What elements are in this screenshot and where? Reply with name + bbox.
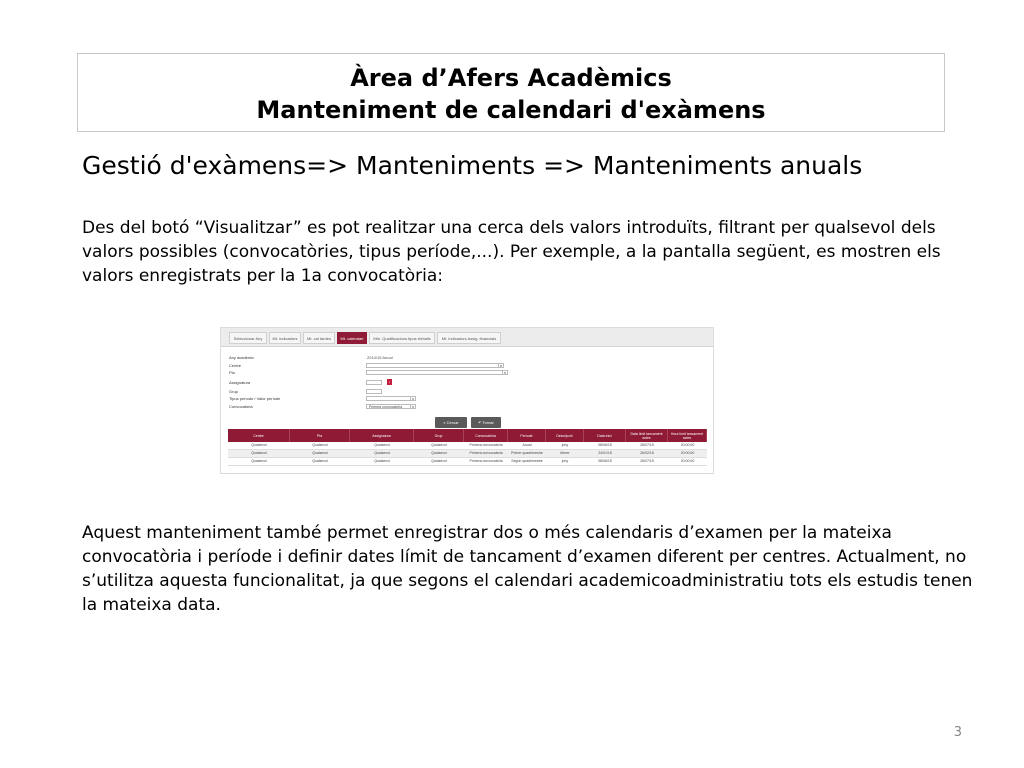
table-cell: 08/06/15: [598, 459, 612, 463]
table-cell: Qualsevol: [374, 451, 390, 455]
convocatoria-select[interactable]: [366, 404, 416, 409]
label-assignatura: Assignatura: [229, 380, 251, 385]
assignatura-input[interactable]: [366, 380, 382, 385]
tab-indicadors-assig[interactable]: Mt. indicadors Assig. financials: [437, 332, 501, 344]
table-row[interactable]: [228, 458, 707, 466]
slide-subtitle: Manteniment de calendari d'exàmens: [256, 96, 766, 124]
tab-bar: [221, 328, 713, 347]
slide-title-box: [77, 53, 945, 132]
label-pla: Pla: [229, 370, 235, 375]
table-cell: juny: [561, 459, 569, 463]
pla-select[interactable]: [366, 370, 508, 375]
column-header[interactable]: Data inici: [584, 429, 626, 442]
table-header: [228, 429, 707, 442]
page-number: 3: [953, 725, 962, 740]
column-header[interactable]: Descripció: [546, 429, 584, 442]
label-centre: Centre: [229, 363, 242, 368]
column-header[interactable]: Centre: [228, 429, 290, 442]
table-cell: Anual: [522, 443, 532, 447]
grup-input[interactable]: [366, 389, 382, 394]
table-cell: febrer: [560, 451, 570, 455]
back-arrow-icon: ↶: [478, 420, 483, 425]
column-header[interactable]: Data límit tancament actes: [626, 429, 668, 442]
calendar-table: [228, 429, 707, 466]
chevron-down-icon: ▾: [410, 405, 415, 408]
chevron-down-icon: ▾: [498, 364, 503, 367]
table-cell: Qualsevol: [251, 451, 267, 455]
table-cell: 26/07/15: [640, 459, 654, 463]
table-cell: Qualsevol: [251, 443, 267, 447]
table-cell: Primera convocatòria: [469, 443, 503, 447]
pdf-icon[interactable]: ▪: [388, 380, 391, 384]
label-grup: Grup: [229, 389, 238, 394]
tipus-periode-select[interactable]: [366, 396, 416, 401]
chevron-down-icon: ▾: [410, 397, 415, 400]
table-cell: 26/02/15: [640, 451, 654, 455]
table-row[interactable]: [228, 450, 707, 458]
tab-cal-tardes[interactable]: Mt. cal tardes: [303, 332, 335, 344]
slide-title: Àrea d’Afers Acadèmics: [350, 64, 672, 92]
label-tipus-periode: Tipus període / Valor període: [229, 396, 281, 401]
table-cell: Segon quadrimestre: [511, 459, 543, 463]
cercar-button[interactable]: [435, 417, 467, 428]
table-cell: Qualsevol: [312, 459, 328, 463]
table-cell: 08/06/15: [598, 443, 612, 447]
table-cell: 26/07/15: [640, 443, 654, 447]
chevron-down-icon: ▾: [502, 371, 507, 374]
table-cell: Primera convocatòria: [469, 451, 503, 455]
tab-seleccionar-any[interactable]: Seleccionar Any: [229, 332, 267, 344]
value-any: 2014/15 Anual: [367, 355, 393, 360]
table-cell: Qualsevol: [374, 459, 390, 463]
closing-paragraph: Aquest manteniment també permet enregistrar dos o més calendaris d’examen per la mateixa convocatòria i període i definir dates límit de tancament d’examen diferent per centres. Actualment, no s’utilitza aquesta funcionalitat, ja que segons el calendari academicoadministratiu tots els estudis tenen la mateixa data.: [82, 523, 973, 615]
table-cell: Qualsevol: [431, 459, 447, 463]
table-cell: 20:00:00: [680, 451, 695, 455]
table-cell: Qualsevol: [431, 443, 447, 447]
table-cell: Primer quadrimestre: [511, 451, 543, 455]
tab-calendari[interactable]: Mt. calendari: [337, 332, 367, 344]
centre-select[interactable]: [366, 363, 504, 368]
column-header[interactable]: Hora límit tancament actes: [668, 429, 707, 442]
tornar-button[interactable]: [471, 417, 501, 428]
table-cell: Primera convocatòria: [469, 459, 503, 463]
table-cell: Qualsevol: [374, 443, 390, 447]
cercar-button-label: Cercar: [446, 420, 459, 425]
column-header[interactable]: Grup: [414, 429, 464, 442]
table-row[interactable]: [228, 442, 707, 450]
search-icon: ⌕: [443, 420, 447, 425]
convocatoria-selected-value: Primera convocatòria: [369, 405, 403, 409]
table-cell: Qualsevol: [312, 451, 328, 455]
table-cell: Qualsevol: [251, 459, 267, 463]
tornar-button-label: Tornar: [482, 420, 494, 425]
column-header[interactable]: Convocatòria: [464, 429, 508, 442]
table-cell: 20:00:00: [680, 443, 695, 447]
table-cell: juny: [561, 443, 569, 447]
label-any: Any acadèmic: [229, 355, 255, 360]
tab-qualificacions[interactable]: Mtn. Qualificacions tipus treballs: [369, 332, 435, 344]
application-screenshot: [220, 327, 714, 474]
table-cell: Qualsevol: [431, 451, 447, 455]
table-cell: 20:00:00: [680, 459, 695, 463]
label-convocatoria: Convocatòria: [229, 404, 253, 409]
column-header[interactable]: Assignatura: [350, 429, 414, 442]
column-header[interactable]: Pla: [290, 429, 350, 442]
tab-indicadors[interactable]: Mt. indicadors: [269, 332, 301, 344]
intro-paragraph: Des del botó “Visualitzar” es pot realitzar una cerca dels valors introduïts, filtrant per qualsevol dels valors possibles (convocatòries, tipus període,...). Per exemple, a la pantalla següent, es mostren els valors enregistrats per la 1a convocatòria:: [82, 218, 941, 286]
menu-path: Gestió d'exàmens=> Manteniments => Manteniments anuals: [82, 151, 863, 180]
table-cell: Qualsevol: [312, 443, 328, 447]
table-cell: 24/01/15: [598, 451, 612, 455]
column-header[interactable]: Període: [508, 429, 546, 442]
